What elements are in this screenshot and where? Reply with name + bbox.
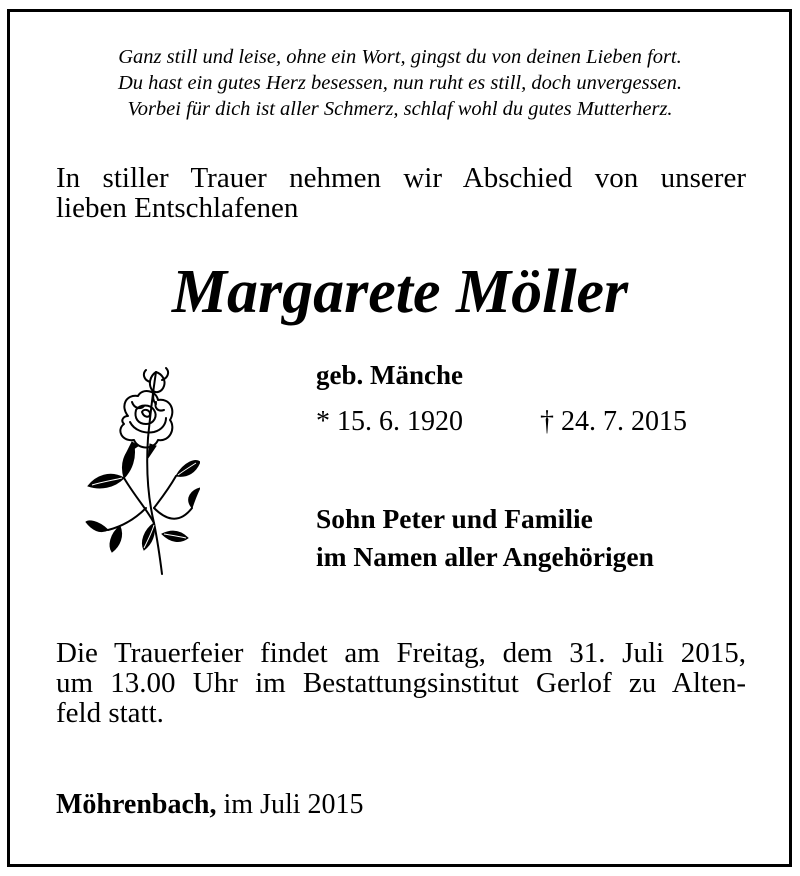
- poem-line-1: Ganz still und leise, ohne ein Wort, gingst du von deinen Lieben fort.: [118, 46, 682, 68]
- closing-date: im Juli 2015: [223, 789, 364, 820]
- rose-icon: [84, 358, 200, 578]
- service-line-3: feld statt.: [56, 697, 164, 729]
- poem: [0, 44, 800, 122]
- service-line-2: um 13.00 Uhr im Bestattungsinstitut Gerlof zu Alten-: [56, 667, 746, 699]
- closing-line: [56, 789, 364, 821]
- poem-line-3: Vorbei für dich ist aller Schmerz, schlaf wohl du gutes Mutterherz.: [127, 98, 673, 120]
- birth-date: * 15. 6. 1920: [316, 406, 463, 437]
- closing-place: Möhrenbach,: [56, 789, 217, 820]
- death-date: † 24. 7. 2015: [540, 406, 687, 437]
- intro-text: [56, 163, 746, 223]
- mourners: [316, 500, 654, 576]
- intro-line-1: In stiller Trauer nehmen wir Abschied von unserer: [56, 162, 746, 194]
- mourners-line-1: Sohn Peter und Familie: [316, 503, 593, 534]
- service-info: [56, 638, 746, 728]
- intro-line-2: lieben Entschlafenen: [56, 192, 299, 224]
- service-line-1: Die Trauerfeier findet am Freitag, dem 31. Juli 2015,: [56, 637, 746, 669]
- deceased-name: Margarete Möller: [171, 258, 629, 326]
- maiden-name: geb. Mänche: [316, 360, 463, 390]
- mourners-line-2: im Namen aller Angehörigen: [316, 541, 654, 572]
- poem-line-2: Du hast ein gutes Herz besessen, nun ruht es still, doch unvergessen.: [117, 72, 683, 94]
